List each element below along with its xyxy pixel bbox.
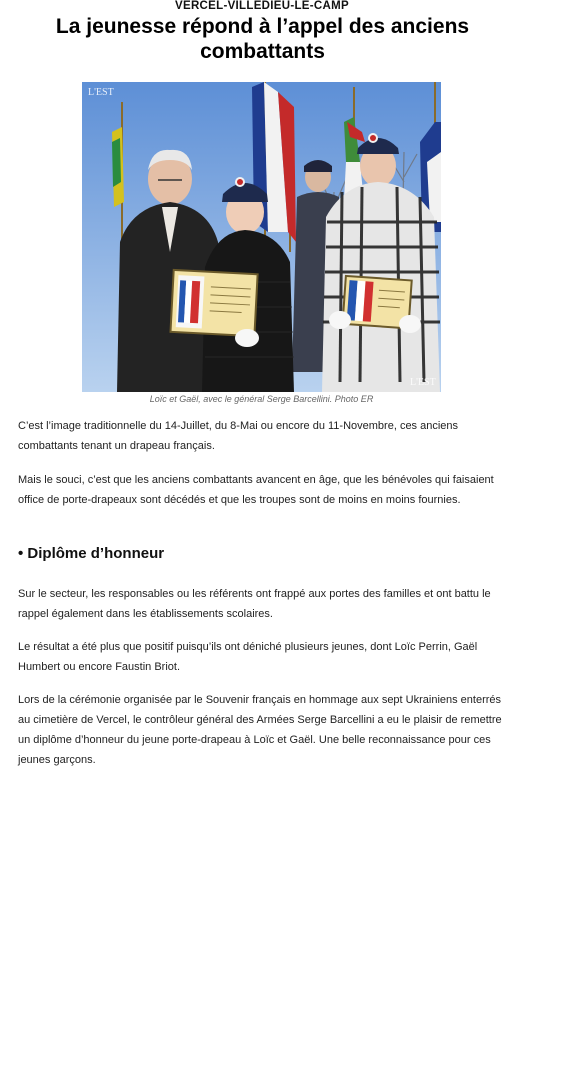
paragraph-3: Sur le secteur, les responsables ou les référents ont frappé aux portes des familles et ont battu le rappel également dans les établissements scolaires. (18, 588, 491, 620)
article-kicker: VERCEL-VILLEDIEU-LE-CAMP (175, 0, 349, 12)
article-photo (82, 82, 441, 392)
paragraph-2: Mais le souci, c’est que les anciens combattants avancent en âge, que les bénévoles qui faisaient office de porte-drapeaux sont décédés et que les troupes sont de moins en moins fournies. (18, 474, 494, 506)
paragraph-5: Lors de la cérémonie organisée par le Souvenir français en hommage aux sept Ukrainiens enterrés au cimetière de Vercel, le contrôleur général des Armées Serge Barcellini a eu le plaisir de remettre un diplôme d’honneur du jeune porte-drapeau à Loïc et Gaël. Une belle reconnaissance pour ces jeunes garçons. (18, 694, 502, 766)
article-headline: La jeunesse répond à l’appel des anciens combattants (55, 15, 470, 63)
watermark-top: L'EST (88, 87, 114, 98)
section-subheading: • Diplôme d’honneur (18, 545, 165, 562)
paragraph-4: Le résultat a été plus que positif puisqu’ils ont déniché plusieurs jeunes, dont Loïc Perrin, Gaël Humbert ou encore Faustin Briot. (18, 641, 478, 673)
paragraph-1: C’est l’image traditionnelle du 14-Juillet, du 8-Mai ou encore du 11-Novembre, ces anciens combattants tenant un drapeau français. (18, 420, 459, 452)
photo-caption: Loïc et Gaël, avec le général Serge Barcellini. Photo ER (149, 394, 374, 404)
watermark-bottom: L'EST (410, 377, 436, 388)
